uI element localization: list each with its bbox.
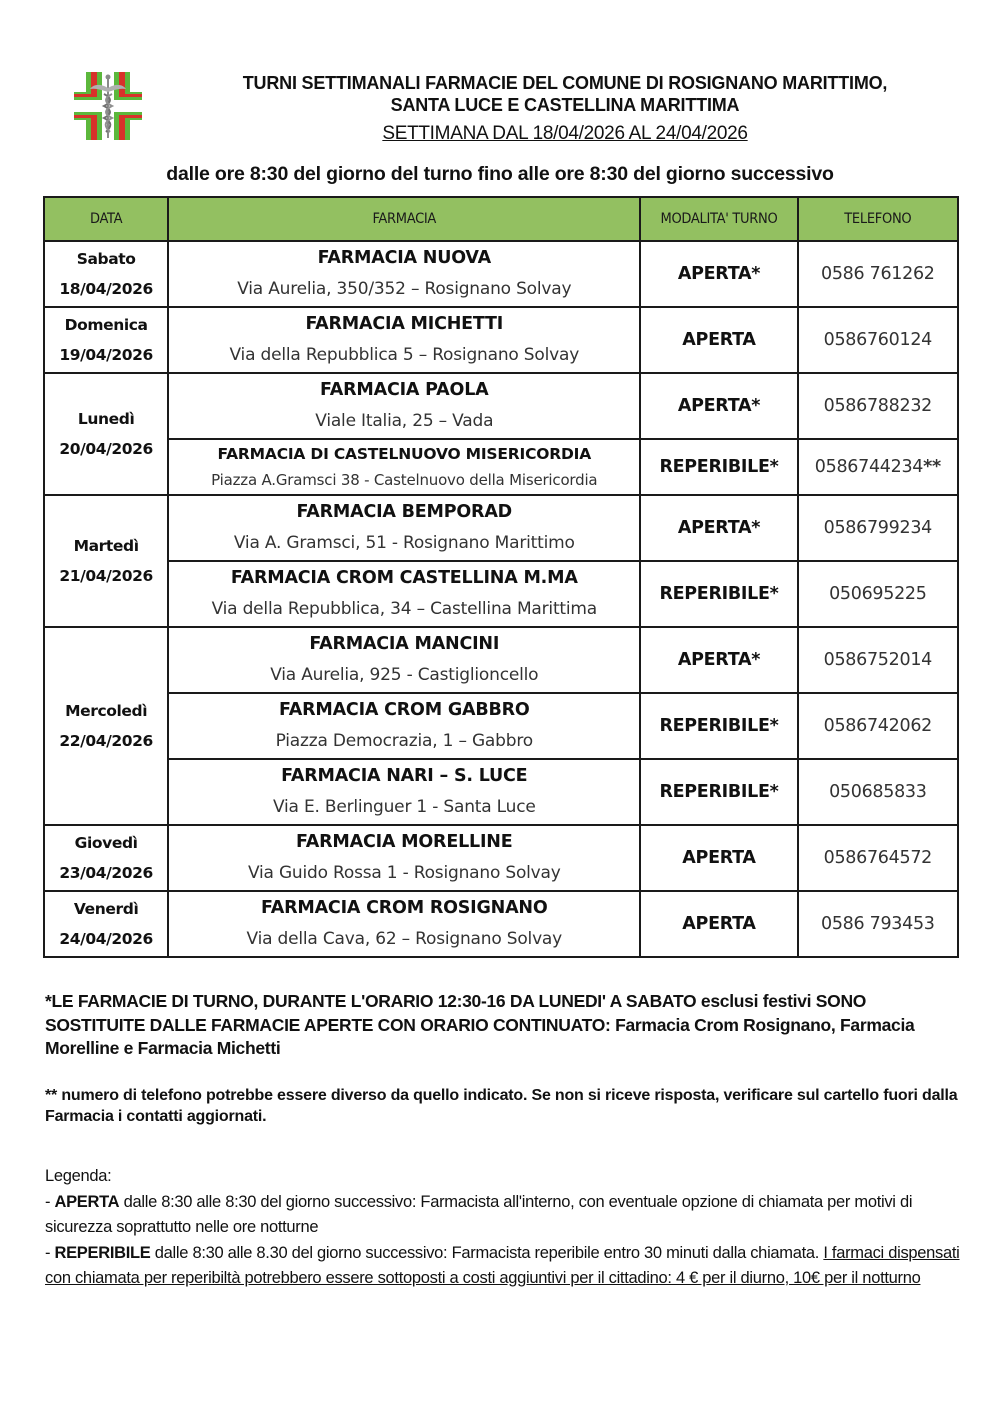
day-cell <box>44 891 168 957</box>
phone-number: 0586799234 <box>798 495 958 561</box>
pharmacy-address: Via Aurelia, 925 - Castiglioncello <box>270 665 539 685</box>
phone-number: 0586788232 <box>798 373 958 439</box>
column-header-data: DATA <box>44 197 168 241</box>
pharmacy-name: FARMACIA MORELLINE <box>296 832 513 852</box>
shift-mode: APERTA <box>640 891 797 957</box>
shift-mode: REPERIBILE* <box>640 439 797 495</box>
footnote-phone <box>45 1085 965 1127</box>
pharmacy-cell <box>168 693 640 759</box>
legend-item-reperibile <box>45 1241 965 1292</box>
table-row <box>44 439 958 495</box>
pharmacy-name: FARMACIA PAOLA <box>320 380 489 400</box>
day-name: Giovedì <box>74 834 138 852</box>
day-date: 23/04/2026 <box>59 864 153 882</box>
pharmacy-address: Via della Repubblica 5 – Rosignano Solvay <box>229 345 580 365</box>
pharmacy-address: Piazza A.Gramsci 38 - Castelnuovo della Misericordia <box>211 471 598 489</box>
phone-number: 050685833 <box>798 759 958 825</box>
phone-number-cell <box>798 439 958 495</box>
day-name: Martedì <box>73 537 139 555</box>
day-cell <box>44 307 168 373</box>
shift-mode: REPERIBILE* <box>640 759 797 825</box>
pharmacy-address: Piazza Democrazia, 1 – Gabbro <box>275 731 533 751</box>
legend <box>45 1164 965 1292</box>
table-row <box>44 759 958 825</box>
pharmacy-cell <box>168 891 640 957</box>
shift-mode: APERTA* <box>640 627 797 693</box>
table-row <box>44 693 958 759</box>
pharmacy-logo <box>72 70 144 142</box>
pharmacy-name: FARMACIA BEMPORAD <box>296 502 513 522</box>
day-name: Venerdì <box>73 900 139 918</box>
table-row <box>44 241 958 307</box>
footnote-substitution: *LE FARMACIE DI TURNO, DURANTE L'ORARIO 12:30-16 DA LUNEDI' A SABATO esclusi festivi SONO SOSTITUITE DALLE FARMACIE APERTE CON ORARIO CONTINUATO: Farmacia Crom Rosignano, Farmacia Morelline e Farmacia Michetti <box>45 991 915 1058</box>
day-cell <box>44 241 168 307</box>
shift-mode: APERTA <box>640 307 797 373</box>
table-header-row <box>44 197 958 241</box>
pharmacy-cross-caduceus-icon <box>72 70 144 142</box>
pharmacy-name: FARMACIA CROM CASTELLINA M.MA <box>230 568 578 588</box>
day-date: 24/04/2026 <box>59 930 153 948</box>
shift-mode: APERTA* <box>640 241 797 307</box>
column-header-telefono: TELEFONO <box>798 197 958 241</box>
shift-mode: APERTA* <box>640 373 797 439</box>
pharmacy-cell <box>168 241 640 307</box>
column-header-farmacia: FARMACIA <box>168 197 640 241</box>
legend-dash: - <box>45 1192 55 1211</box>
shift-mode: APERTA* <box>640 495 797 561</box>
pharmacy-address: Via della Cava, 62 – Rosignano Solvay <box>246 929 563 949</box>
pharmacy-cell <box>168 307 640 373</box>
table-row <box>44 307 958 373</box>
table-row <box>44 825 958 891</box>
day-cell <box>44 825 168 891</box>
footnote-phone-text: numero di telefono potrebbe essere diverso da quello indicato. Se non si riceve risposta, verificare sul cartello fuori dalla Farmacia i contatti aggiornati. <box>45 1087 958 1125</box>
pharmacy-cell <box>168 825 640 891</box>
pharmacy-cell <box>168 495 640 561</box>
table-row <box>44 891 958 957</box>
pharmacy-address: Via A. Gramsci, 51 - Rosignano Marittimo <box>233 533 575 553</box>
phone-number: 0586 761262 <box>798 241 958 307</box>
phone-number: 0586752014 <box>798 627 958 693</box>
title-line-2: SANTA LUCE E CASTELLINA MARITTIMA <box>390 95 740 115</box>
legend-text-reperibile: dalle 8:30 alle 8.30 del giorno successivo: Farmacista reperibile entro 30 minuti dalla chiamata. <box>150 1243 824 1262</box>
shift-mode: APERTA <box>640 825 797 891</box>
pharmacy-cell <box>168 627 640 693</box>
pharmacy-address: Via Guido Rossa 1 - Rosignano Solvay <box>247 863 561 883</box>
pharmacy-name: FARMACIA DI CASTELNUOVO MISERICORDIA <box>217 445 592 463</box>
pharmacy-address: Via della Repubblica, 34 – Castellina Marittima <box>211 599 597 619</box>
table-row <box>44 627 958 693</box>
day-name: Domenica <box>64 316 148 334</box>
legend-label-reperibile: REPERIBILE <box>54 1243 151 1262</box>
day-date: 18/04/2026 <box>59 280 153 298</box>
day-name: Mercoledì <box>65 702 148 720</box>
title-line-1: TURNI SETTIMANALI FARMACIE DEL COMUNE DI ROSIGNANO MARITTIMO, <box>242 73 888 93</box>
day-date: 22/04/2026 <box>59 732 153 750</box>
shift-hours: dalle ore 8:30 del giorno del turno fino alle ore 8:30 del giorno successivo <box>166 163 834 185</box>
pharmacy-address: Via Aurelia, 350/352 – Rosignano Solvay <box>237 279 572 299</box>
legend-item-aperta <box>45 1190 965 1241</box>
day-date: 19/04/2026 <box>59 346 153 364</box>
pharmacy-cell <box>168 561 640 627</box>
pharmacy-cell <box>168 759 640 825</box>
day-name: Sabato <box>76 250 136 268</box>
day-date: 20/04/2026 <box>59 440 153 458</box>
pharmacy-cell <box>168 439 640 495</box>
phone-number: 050695225 <box>798 561 958 627</box>
pharmacy-shift-table <box>43 196 959 958</box>
shift-mode: REPERIBILE* <box>640 693 797 759</box>
phone-number: 0586742062 <box>798 693 958 759</box>
phone-number: 0586744234 <box>814 457 924 477</box>
document-header <box>180 72 950 146</box>
table-row <box>44 561 958 627</box>
legend-label-aperta: APERTA <box>54 1192 120 1211</box>
day-cell <box>44 627 168 825</box>
pharmacy-address: Viale Italia, 25 – Vada <box>315 411 494 431</box>
table-row <box>44 373 958 439</box>
table-row <box>44 495 958 561</box>
day-name: Lunedì <box>77 410 135 428</box>
pharmacy-name: FARMACIA CROM ROSIGNANO <box>261 898 548 918</box>
phone-number: 0586760124 <box>798 307 958 373</box>
legend-cost-notice: I farmaci dispensati con chiamata per reperibiltà potrebbero essere sottoposti a costi aggiuntivi per il cittadino: 4 € per il diurno, 10€ per il notturno <box>45 1243 960 1287</box>
day-date: 21/04/2026 <box>59 567 153 585</box>
pharmacy-address: Via E. Berlinguer 1 - Santa Luce <box>272 797 536 817</box>
week-range: SETTIMANA DAL 18/04/2026 AL 24/04/2026 <box>382 123 748 144</box>
pharmacy-name: FARMACIA MANCINI <box>309 634 500 654</box>
shift-mode: REPERIBILE* <box>640 561 797 627</box>
phone-footnote-marker: ** <box>923 457 941 477</box>
column-header-modalita: MODALITA' TURNO <box>640 197 797 241</box>
legend-dash: - <box>45 1243 55 1262</box>
phone-number: 0586 793453 <box>798 891 958 957</box>
day-cell <box>44 373 168 495</box>
day-cell <box>44 495 168 627</box>
legend-title: Legenda: <box>45 1167 112 1185</box>
legend-text-aperta: dalle 8:30 alle 8:30 del giorno successivo: Farmacista all'interno, con eventuale opzione di chiamata per motivi di sicurezza soprattutto nelle ore notturne <box>45 1192 913 1236</box>
pharmacy-name: FARMACIA NUOVA <box>317 248 491 268</box>
pharmacy-cell <box>168 373 640 439</box>
footnote-phone-marker: ** <box>45 1087 58 1104</box>
pharmacy-name: FARMACIA MICHETTI <box>305 314 504 334</box>
pharmacy-name: FARMACIA NARI – S. LUCE <box>281 766 528 786</box>
phone-number: 0586764572 <box>798 825 958 891</box>
pharmacy-name: FARMACIA CROM GABBRO <box>279 700 530 720</box>
